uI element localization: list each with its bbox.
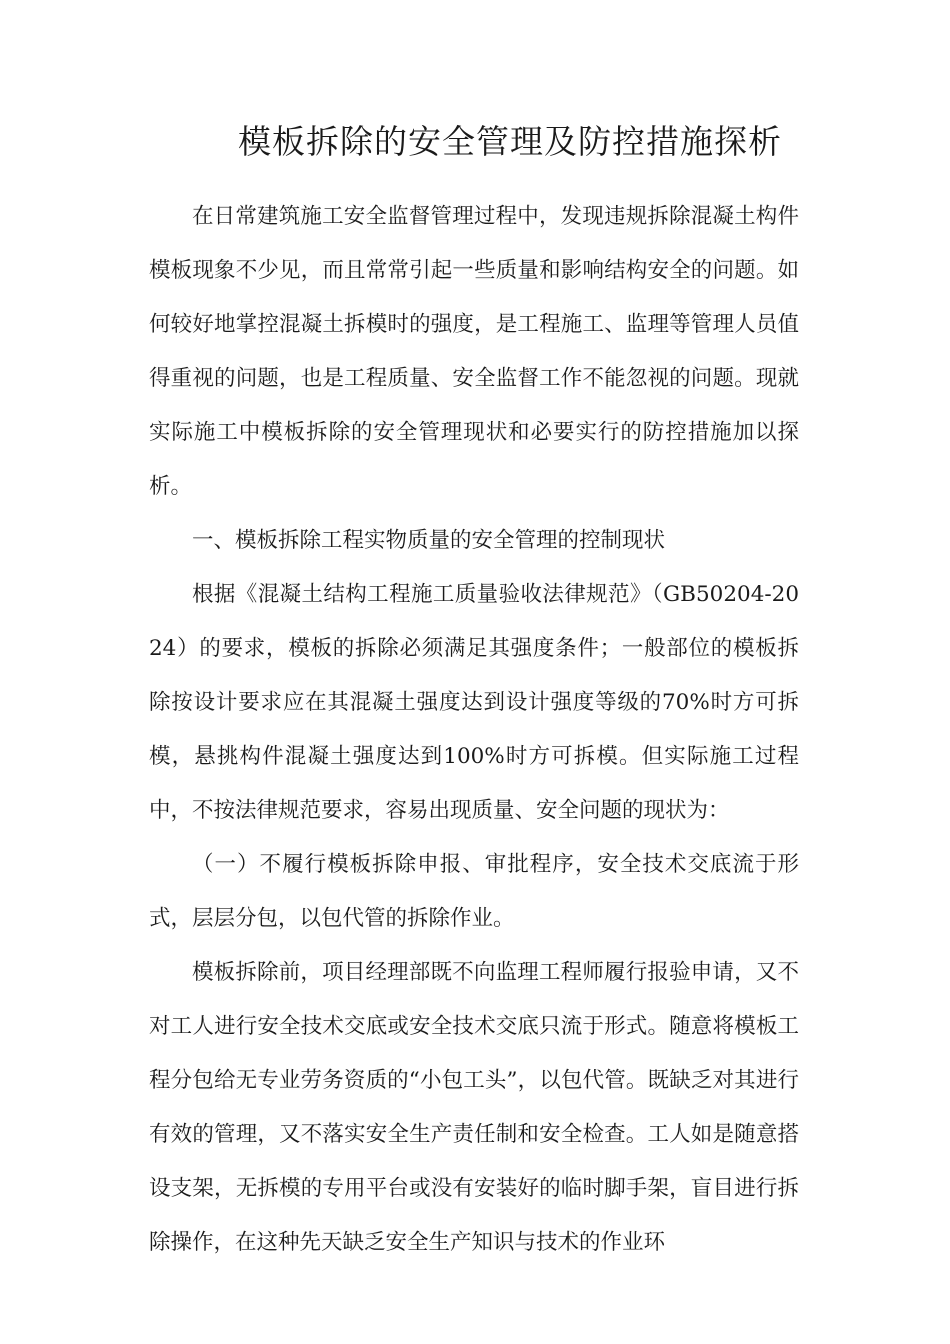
document-body	[149, 190, 799, 1270]
intro-paragraph: 在日常建筑施工安全监督管理过程中，发现违规拆除混凝土构件模板现象不少见，而且常常引起一些质量和影响结构安全的问题。如何较好地掌控混凝土拆模时的强度，是工程施工、监理等管理人员值得重视的问题，也是工程质量、安全监督工作不能忽视的问题。现就实际施工中模板拆除的安全管理现状和必要实行的防控措施加以探析。	[149, 204, 799, 499]
document-title: 模板拆除的安全管理及防控措施探析	[238, 122, 782, 161]
regulation-paragraph: 根据《混凝土结构工程施工质量验收法律规范》（GB50204-2024）的要求，模板的拆除必须满足其强度条件；一般部位的模板拆除按设计要求应在其混凝土强度达到设计强度等级的70%时方可拆模，悬挑构件混凝土强度达到100%时方可拆模。但实际施工过程中，不按法律规范要求，容易出现质量、安全问题的现状为：	[149, 582, 799, 823]
subsection-heading-1: （一）不履行模板拆除申报、审批程序，安全技术交底流于形式，层层分包，以包代管的拆除作业。	[149, 852, 799, 931]
section-heading-1: 一、模板拆除工程实物质量的安全管理的控制现状	[192, 528, 666, 553]
body-paragraph: 模板拆除前，项目经理部既不向监理工程师履行报验申请，又不对工人进行安全技术交底或安全技术交底只流于形式。随意将模板工程分包给无专业劳务资质的“小包工头”，以包代管。既缺乏对其进行有效的管理，又不落实安全生产责任制和安全检查。工人如是随意搭设支架，无拆模的专用平台或没有安装好的临时脚手架，盲目进行拆除操作，在这种先天缺乏安全生产知识与技术的作业环	[149, 960, 799, 1255]
